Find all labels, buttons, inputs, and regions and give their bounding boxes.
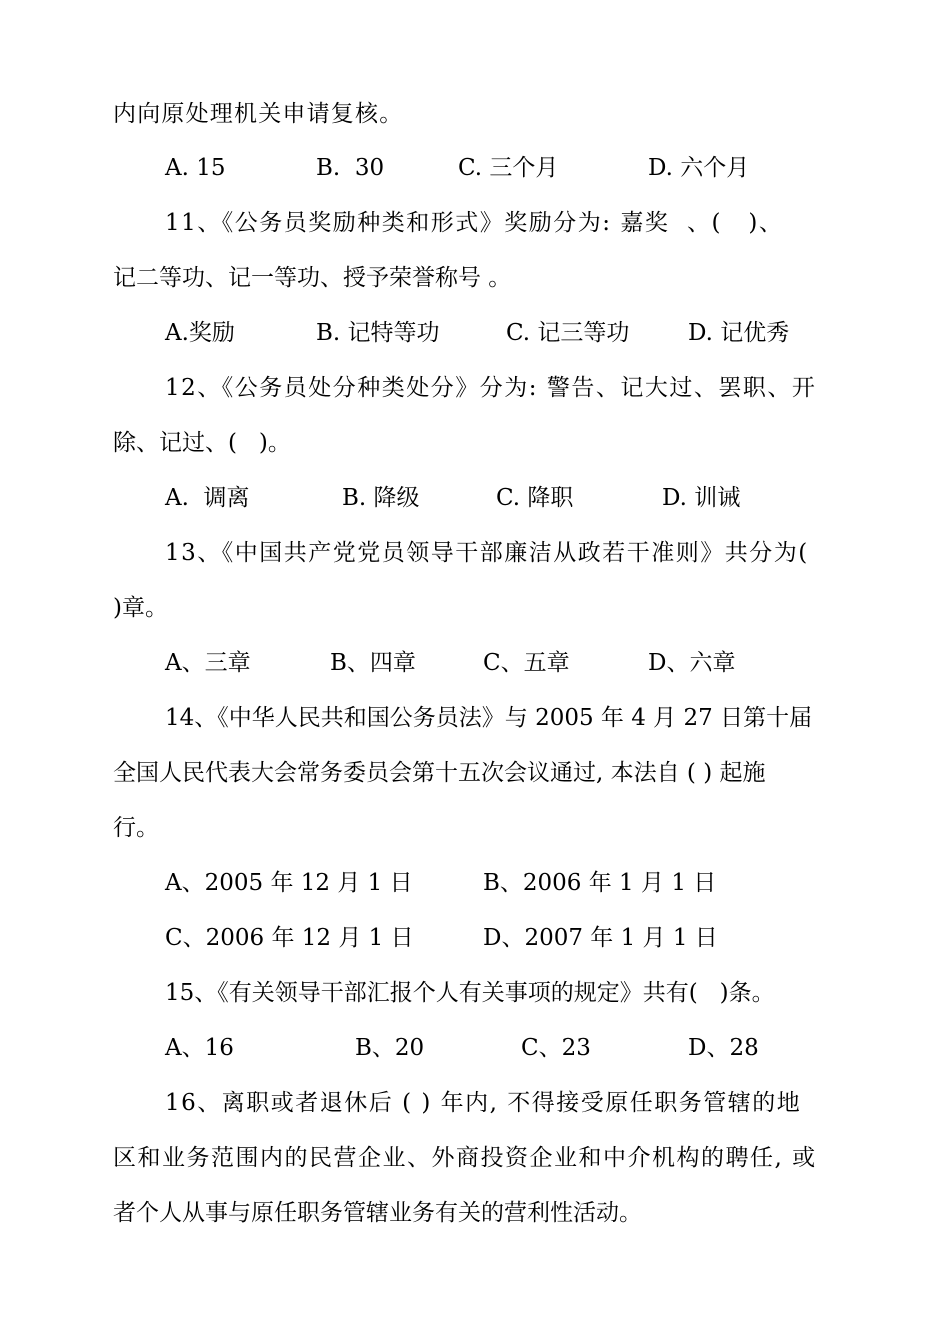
q12-stem	[0, 368, 950, 408]
q11-stem	[0, 203, 950, 243]
text: 者个人从事与原任职务管辖业务有关的营利性活动。	[113, 1200, 642, 1226]
q14-options-row2	[0, 918, 950, 958]
q16-stem	[0, 1083, 950, 1123]
q14-stem	[0, 698, 950, 738]
option-d: D、六章	[648, 650, 736, 676]
text: )章。	[113, 595, 168, 621]
q10-options	[0, 148, 950, 188]
q11-options	[0, 313, 950, 353]
option-a: A、三章	[165, 650, 251, 676]
option-d: D、2007 年 1 月 1 日	[483, 925, 718, 951]
option-c: C、23	[521, 1035, 591, 1061]
option-a: A. 调离	[165, 485, 250, 511]
text: 区和业务范围内的民营企业、外商投资企业和中介机构的聘任, 或	[113, 1145, 817, 1171]
q14-options-row1	[0, 863, 950, 903]
q14-stem-end	[0, 808, 950, 848]
text: 16、离职或者退休后 ( ) 年内, 不得接受原任职务管辖的地	[165, 1090, 802, 1116]
option-b: B、四章	[330, 650, 416, 676]
text: 行。	[113, 815, 159, 841]
q16-stem-end	[0, 1193, 950, 1233]
option-b: B. 30	[316, 155, 385, 181]
option-d: D. 记优秀	[688, 320, 790, 346]
q13-stem	[0, 533, 950, 573]
option-a: A.奖励	[165, 320, 235, 346]
q15-options	[0, 1028, 950, 1068]
option-c: C. 降职	[496, 485, 574, 511]
option-d: D. 训诫	[662, 485, 741, 511]
option-d: D. 六个月	[648, 155, 750, 181]
q15-stem	[0, 973, 950, 1013]
option-c: C、五章	[483, 650, 570, 676]
option-a: A、2005 年 12 月 1 日	[165, 870, 413, 896]
text: 记二等功、记一等功、授予荣誉称号 。	[113, 265, 512, 291]
q11-stem-continued	[0, 258, 950, 298]
q10-continuation	[0, 94, 950, 134]
option-a: A. 15	[165, 155, 226, 181]
option-a: A、16	[165, 1035, 234, 1061]
text: 全国人民代表大会常务委员会第十五次会议通过, 本法自 ( ) 起施	[113, 760, 766, 786]
q14-stem-continued	[0, 753, 950, 793]
option-c: C. 记三等功	[506, 320, 630, 346]
q13-options	[0, 643, 950, 683]
text: 内向原处理机关申请复核。	[113, 101, 404, 127]
text: 15、《有关领导干部汇报个人有关事项的规定》共有( )条。	[165, 980, 775, 1006]
q12-stem-continued	[0, 423, 950, 463]
option-b: B. 记特等功	[316, 320, 440, 346]
text: 12、《公务员处分种类处分》分为: 警告、记大过、罢职、开	[165, 375, 817, 401]
text: 11、《公务员奖励种类和形式》奖励分为: 嘉奖 、( )、	[165, 210, 784, 236]
option-b: B、2006 年 1 月 1 日	[483, 870, 717, 896]
option-c: C. 三个月	[458, 155, 559, 181]
q12-options	[0, 478, 950, 518]
option-d: D、28	[688, 1035, 759, 1061]
text: 14、《中华人民共和国公务员法》与 2005 年 4 月 27 日第十届	[165, 705, 813, 731]
option-b: B、20	[355, 1035, 425, 1061]
q16-stem-continued	[0, 1138, 950, 1178]
option-b: B. 降级	[342, 485, 420, 511]
text: 除、记过、( )。	[113, 430, 291, 456]
option-c: C、2006 年 12 月 1 日	[165, 925, 414, 951]
text: 13、《中国共产党党员领导干部廉洁从政若干准则》共分为(	[165, 540, 809, 566]
q13-stem-continued	[0, 588, 950, 628]
